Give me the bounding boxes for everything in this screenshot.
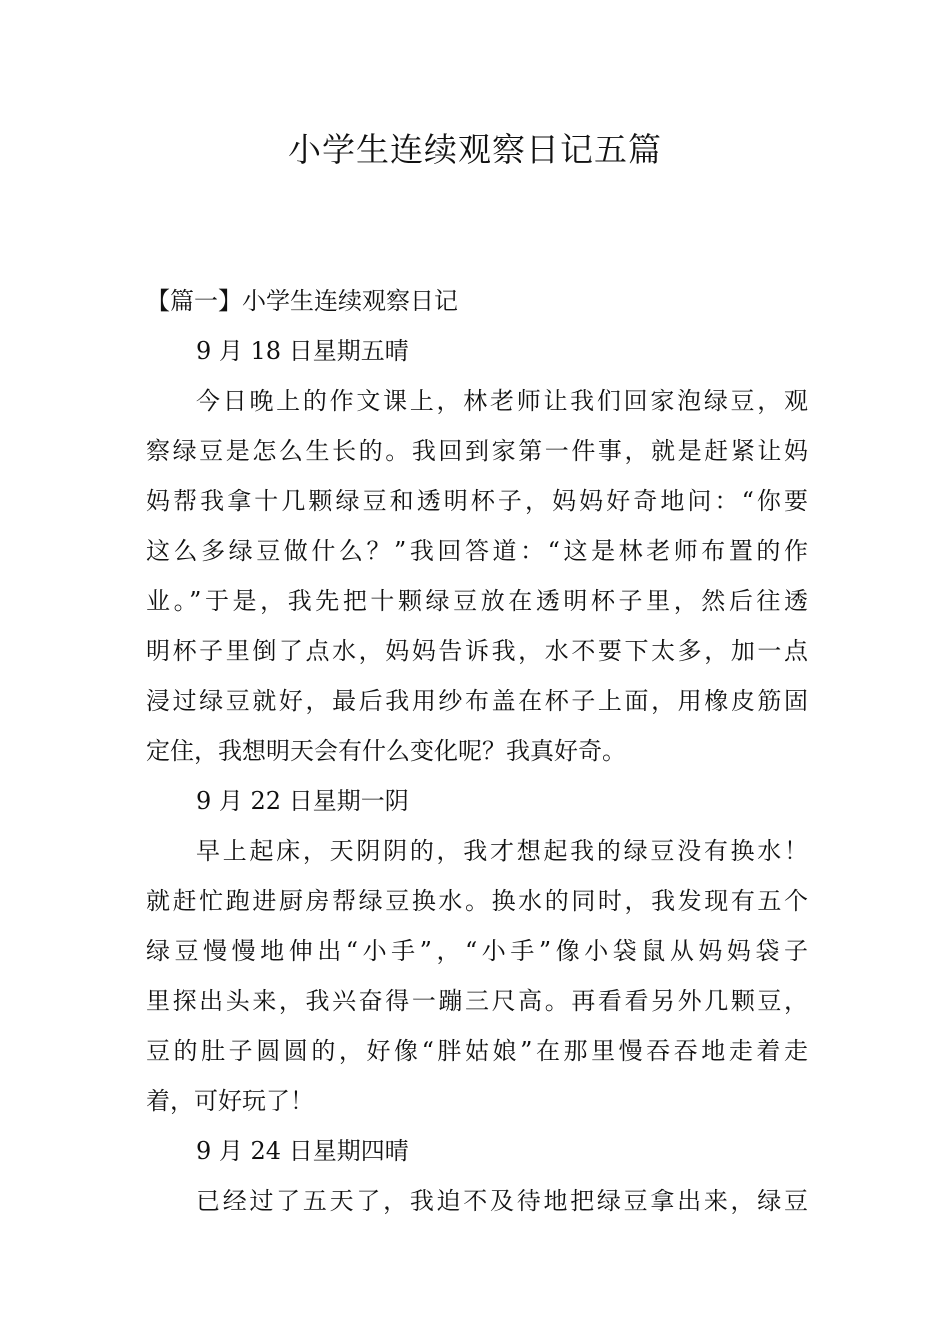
- paragraph-line: 妈帮我拿十几颗绿豆和透明杯子，妈妈好奇地问：“你要: [146, 487, 808, 515]
- paragraph-line: 已经过了五天了，我迫不及待地把绿豆拿出来，绿豆: [196, 1187, 808, 1215]
- entry-date: 9 月 22 日星期一阴: [196, 787, 409, 815]
- paragraph-line: 明杯子里倒了点水，妈妈告诉我，水不要下太多，加一点: [146, 637, 808, 665]
- paragraph-line: 浸过绿豆就好，最后我用纱布盖在杯子上面，用橡皮筋固: [146, 687, 808, 715]
- paragraph-line: 里探出头来，我兴奋得一蹦三尺高。再看看另外几颗豆，: [146, 987, 808, 1015]
- paragraph-line: 就赶忙跑进厨房帮绿豆换水。换水的同时，我发现有五个: [146, 887, 808, 915]
- paragraph-line: 今日晚上的作文课上，林老师让我们回家泡绿豆，观: [196, 387, 808, 415]
- paragraph-line: 着，可好玩了！: [146, 1087, 314, 1115]
- paragraph-line: 豆的肚子圆圆的，好像“胖姑娘”在那里慢吞吞地走着走: [146, 1037, 808, 1065]
- paragraph-line: 这么多绿豆做什么？”我回答道：“这是林老师布置的作: [146, 537, 808, 565]
- paragraph-line: 业。”于是，我先把十颗绿豆放在透明杯子里，然后往透: [146, 587, 808, 615]
- document-title: 小学生连续观察日记五篇: [288, 130, 662, 169]
- document-body: [146, 276, 808, 1226]
- paragraph-line: 早上起床，天阴阴的，我才想起我的绿豆没有换水！: [196, 837, 808, 865]
- paragraph-line: 定住，我想明天会有什么变化呢？我真好奇。: [146, 737, 626, 765]
- entry-date: 9 月 24 日星期四晴: [196, 1137, 409, 1165]
- entry-date: 9 月 18 日星期五晴: [196, 337, 409, 365]
- paragraph-line: 察绿豆是怎么生长的。我回到家第一件事，就是赶紧让妈: [146, 437, 808, 465]
- section-heading: 【篇一】小学生连续观察日记: [146, 287, 458, 315]
- paragraph-line: 绿豆慢慢地伸出“小手”，“小手”像小袋鼠从妈妈袋子: [146, 937, 808, 965]
